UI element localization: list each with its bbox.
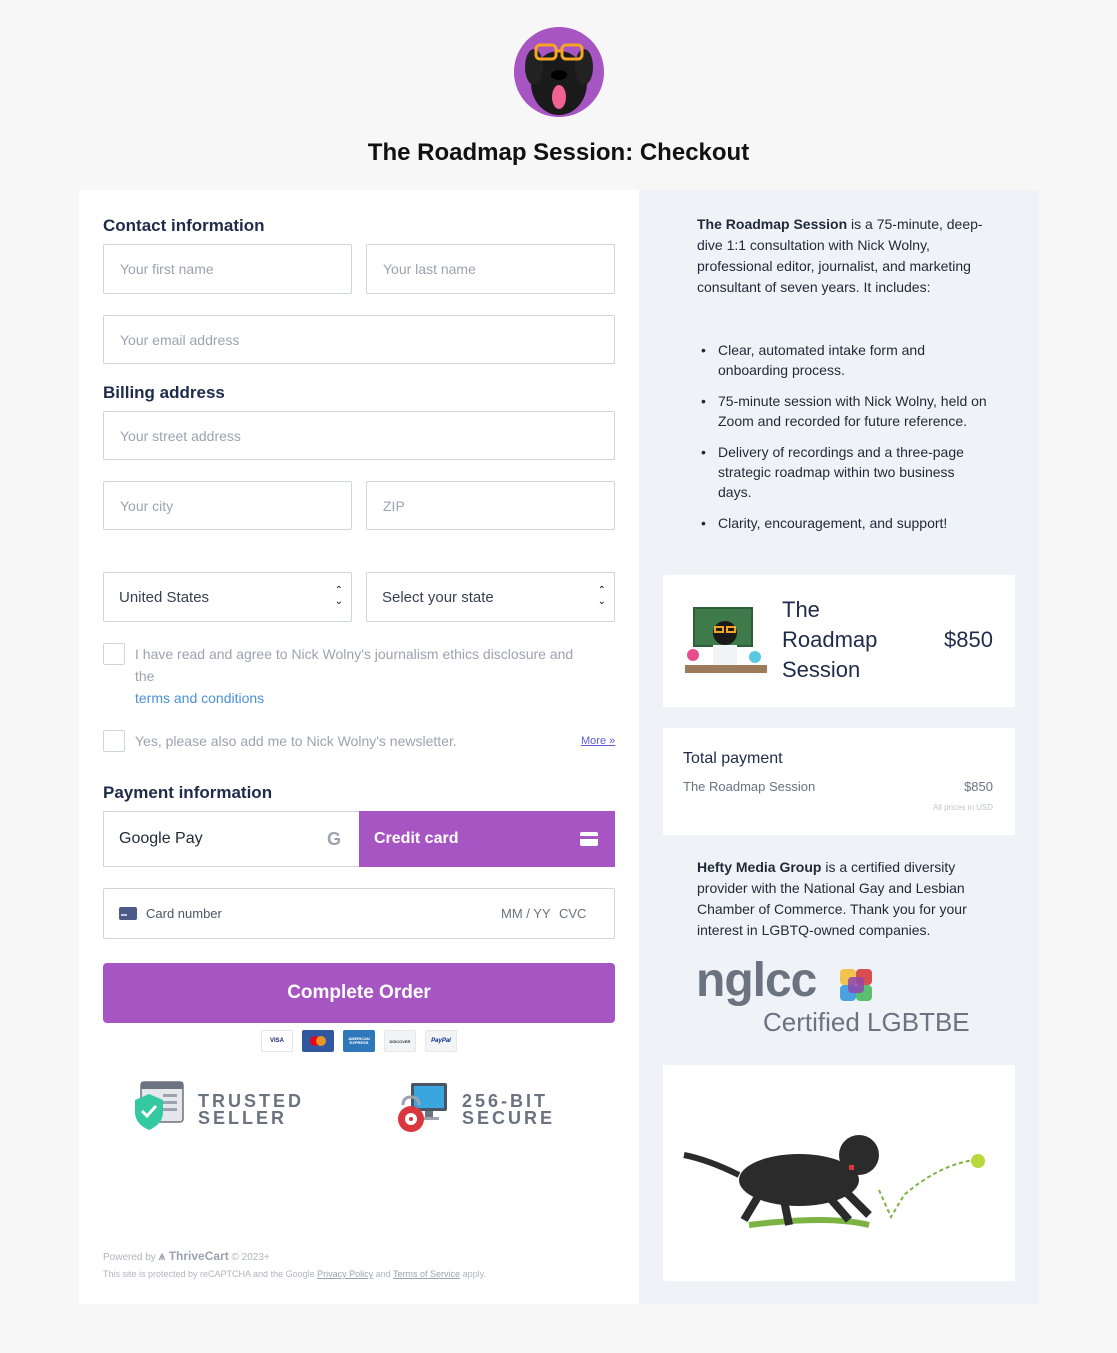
terms-label <box>135 643 595 709</box>
list-item: • Clarity, encouragement, and support! <box>697 513 987 533</box>
google-g-icon: G <box>326 829 341 849</box>
trusted-line2: SELLER <box>198 1108 288 1128</box>
credit-card-tab[interactable] <box>359 811 615 867</box>
paypal-icon: PayPal <box>425 1030 457 1052</box>
description-text: is a 75-minute, deep-dive 1:1 consultation with Nick Wolny, professional editor, journalist, and marketing consultant of seven years. It includes: <box>697 216 983 295</box>
total-card <box>663 728 1015 835</box>
nglcc-mark-icon <box>836 967 876 1007</box>
select-arrows-icon: ⌃ ⌄ <box>334 585 343 607</box>
email-input[interactable]: Your email address <box>103 315 615 364</box>
country-select[interactable] <box>103 572 352 622</box>
more-link[interactable]: More » <box>581 735 616 747</box>
thrivecart-brand: ThriveCart <box>168 1249 229 1263</box>
discover-icon: DISCOVER <box>384 1030 416 1052</box>
nglcc-certified: Certified LGBTBE <box>763 1007 970 1037</box>
terms-checkbox[interactable] <box>103 643 125 665</box>
amex-icon: AMERICAN EXPRESS <box>343 1030 375 1052</box>
list-item: • 75-minute session with Nick Wolny, held on Zoom and recorded for future reference. <box>697 391 987 431</box>
powered-by <box>103 1249 270 1264</box>
dog-glasses-icon <box>514 27 604 117</box>
first-name-input[interactable]: Your first name <box>103 244 352 294</box>
select-arrows-icon: ⌃ ⌄ <box>597 585 606 607</box>
city-input[interactable]: Your city <box>103 481 352 530</box>
secure-line1: 256-BIT <box>462 1091 549 1111</box>
card-icon <box>119 907 137 920</box>
google-pay-tab[interactable] <box>103 811 359 867</box>
payment-heading: Payment information <box>103 783 273 802</box>
last-name-input[interactable]: Your last name <box>366 244 615 294</box>
newsletter-label: Yes, please also add me to Nick Wolny's newsletter. <box>135 733 457 749</box>
secure-line2: SECURE <box>462 1108 556 1128</box>
apply-text: apply. <box>462 1269 486 1279</box>
total-line-item: The Roadmap Session <box>683 779 816 794</box>
trusted-line1: TRUSTED <box>198 1091 304 1111</box>
hefty-bold: Hefty Media Group <box>697 859 822 875</box>
terms-of-service-link[interactable]: Terms of Service <box>393 1269 461 1279</box>
product-name: The Roadmap Session <box>782 597 878 682</box>
trusted-seller-icon <box>133 1080 185 1132</box>
total-amount: $850 <box>964 779 993 794</box>
recaptcha-notice <box>103 1269 486 1279</box>
dog-running-icon <box>679 1125 989 1235</box>
zip-input[interactable]: ZIP <box>366 481 615 530</box>
state-select[interactable] <box>366 572 615 622</box>
feature-list <box>697 340 987 544</box>
visa-icon: VISA <box>261 1030 293 1052</box>
description-bold: The Roadmap Session <box>697 216 848 232</box>
nglcc-logo <box>696 954 996 1043</box>
google-pay-label: Google Pay <box>119 830 203 847</box>
recaptcha-text: This site is protected by reCAPTCHA and the Google <box>103 1269 315 1279</box>
state-value: Select your state <box>382 588 494 606</box>
product-description <box>697 214 987 298</box>
page-title: The Roadmap Session: Checkout <box>367 139 750 166</box>
credit-card-icon <box>580 832 598 846</box>
dog-illustration-card <box>663 1065 1015 1281</box>
terms-link[interactable]: terms and conditions <box>135 690 265 706</box>
currency-note: All prices in USD <box>932 803 993 812</box>
order-summary-panel <box>639 190 1039 1304</box>
terms-text: I have read and agree to Nick Wolny's journalism ethics disclosure and the <box>135 646 574 684</box>
cvc-placeholder[interactable]: CVC <box>559 906 587 921</box>
billing-heading: Billing address <box>103 383 225 402</box>
thrivecart-logo[interactable] <box>159 1249 229 1263</box>
newsletter-checkbox[interactable] <box>103 730 125 752</box>
product-card <box>663 575 1015 707</box>
privacy-policy-link[interactable]: Privacy Policy <box>317 1269 374 1279</box>
product-thumbnail-icon <box>685 605 767 677</box>
secure-lock-icon <box>397 1083 449 1135</box>
expiry-placeholder[interactable]: MM / YY <box>501 906 551 921</box>
product-price: $850 <box>944 627 993 652</box>
card-number-placeholder: Card number <box>146 906 222 921</box>
checkout-form <box>79 190 639 1304</box>
thrivecart-mark-icon: ⩚ <box>158 1249 166 1263</box>
mastercard-icon <box>302 1030 334 1052</box>
credit-card-label: Credit card <box>374 830 459 847</box>
contact-heading: Contact information <box>103 216 265 235</box>
diversity-statement <box>697 857 987 941</box>
nglcc-wordmark: nglcc <box>696 954 817 1007</box>
street-input[interactable]: Your street address <box>103 411 615 460</box>
list-item: • Delivery of recordings and a three-page strategic roadmap within two business days. <box>697 442 987 502</box>
hefty-text: is a certified diversity provider with the National Gay and Lesbian Chamber of Commerce. Thank you for your interest in LGBTQ-owned companies. <box>697 859 967 938</box>
total-heading: Total payment <box>683 750 783 767</box>
list-item: • Clear, automated intake form and onboarding process. <box>697 340 987 380</box>
complete-order-button[interactable]: Complete Order <box>103 963 615 1023</box>
logo-avatar <box>514 27 604 117</box>
and-text: and <box>375 1269 391 1279</box>
country-value: United States <box>119 588 210 606</box>
card-number-input[interactable] <box>103 888 615 939</box>
powered-by-text: Powered by <box>103 1252 156 1263</box>
copyright-year: © 2023+ <box>231 1252 270 1263</box>
